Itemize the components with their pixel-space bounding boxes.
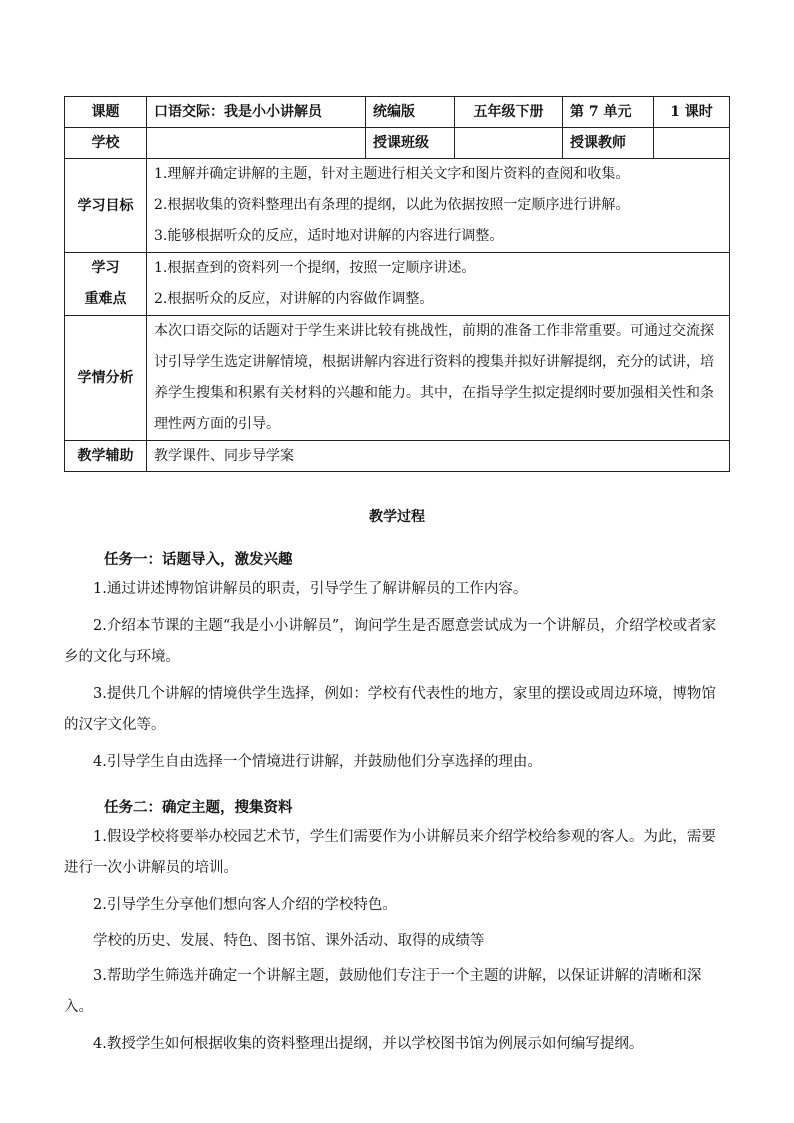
key-points-label-line2: 重难点 bbox=[84, 291, 127, 307]
lesson-info-table bbox=[64, 96, 730, 472]
analysis-content bbox=[147, 316, 730, 441]
task2-item: 4.教授学生如何根据收集的资料整理出提纲，并以学校图书馆为例展示如何编写提纲。 bbox=[93, 1036, 644, 1052]
analysis-text: 本次口语交际的话题对于学生来讲比较有挑战性，前期的准备工作非常重要。可通过交流探讨引导学生选定讲解情境，根据讲解内容进行资料的搜集并拟好讲解提纲，充分的试讲，培养学生搜集和积累有关材料的兴趣和能力。其中，在指导学生拟定提纲时要加强相关性和条理性两方面的引导。 bbox=[154, 323, 714, 432]
topic-label: 课题 bbox=[65, 97, 147, 128]
table-row-analysis bbox=[65, 316, 730, 441]
task2-item: 1.假设学校将要举办校园艺术节，学生们需要作为小讲解员来介绍学校给参观的客人。为此，需要进行一次小讲解员的培训。 bbox=[64, 829, 716, 876]
task2-item: 2.引导学生分享他们想向客人介绍的学校特色。 bbox=[93, 897, 397, 913]
goal-line: 1.理解并确定讲解的主题，针对主题进行相关文字和图片资料的查阅和收集。 bbox=[154, 166, 630, 182]
topic-title: 口语交际：我是小小讲解员 bbox=[147, 97, 366, 128]
task1-item: 4.引导学生自由选择一个情境进行讲解，并鼓励他们分享选择的理由。 bbox=[93, 754, 542, 770]
grade-cell: 五年级下册 bbox=[455, 97, 563, 128]
key-points-label-line1: 学习 bbox=[91, 260, 120, 276]
teacher-value bbox=[654, 128, 730, 159]
aids-content: 教学课件、同步导学案 bbox=[147, 441, 730, 472]
aids-label: 教学辅助 bbox=[65, 441, 147, 472]
task1-item: 2.介绍本节课的主题“我是小小讲解员”，询问学生是否愿意尝试成为一个讲解员，介绍学校或者家乡的文化与环境。 bbox=[64, 618, 717, 665]
goal-line: 3.能够根据听众的反应，适时地对讲解的内容进行调整。 bbox=[154, 228, 504, 244]
teacher-label: 授课教师 bbox=[563, 128, 654, 159]
key-points-label bbox=[65, 253, 147, 316]
key-point-line: 1.根据查到的资料列一个提纲，按照一定顺序讲述。 bbox=[154, 260, 476, 276]
task2-item: 学校的历史、发展、特色、图书馆、课外活动、取得的成绩等 bbox=[93, 933, 485, 949]
school-label: 学校 bbox=[65, 128, 147, 159]
section-title: 教学过程 bbox=[369, 509, 425, 525]
task1-item: 1.通过讲述博物馆讲解员的职责，引导学生了解讲解员的工作内容。 bbox=[93, 581, 528, 597]
edition-cell: 统编版 bbox=[366, 97, 455, 128]
goals-label: 学习目标 bbox=[65, 159, 147, 253]
task1-item: 3.提供几个讲解的情境供学生选择，例如：学校有代表性的地方，家里的摆设或周边环境，博物馆的汉字文化等。 bbox=[64, 686, 716, 733]
class-value bbox=[455, 128, 563, 159]
task1-heading: 任务一：话题导入，激发兴趣 bbox=[104, 551, 293, 568]
goal-line: 2.根据收集的资料整理出有条理的提纲，以此为依据按照一定顺序进行讲解。 bbox=[154, 197, 630, 213]
goals-content bbox=[147, 159, 730, 253]
analysis-label: 学情分析 bbox=[65, 316, 147, 441]
school-value bbox=[147, 128, 366, 159]
teaching-process bbox=[64, 506, 730, 1066]
task2-item: 3.帮助学生筛选并确定一个讲解主题，鼓励他们专注于一个主题的讲解，以保证讲解的清晰和深入。 bbox=[64, 968, 702, 1015]
key-points-content bbox=[147, 253, 730, 316]
key-point-line: 2.根据听众的反应，对讲解的内容做作调整。 bbox=[154, 291, 434, 307]
task2-heading: 任务二：确定主题，搜集资料 bbox=[104, 799, 293, 816]
table-row-aids bbox=[65, 441, 730, 472]
table-row-topic bbox=[65, 97, 730, 128]
hours-cell: 1 课时 bbox=[654, 97, 730, 128]
table-row-goals bbox=[65, 159, 730, 253]
table-row-key-points bbox=[65, 253, 730, 316]
table-row-school bbox=[65, 128, 730, 159]
class-label: 授课班级 bbox=[366, 128, 455, 159]
unit-cell: 第 7 单元 bbox=[563, 97, 654, 128]
